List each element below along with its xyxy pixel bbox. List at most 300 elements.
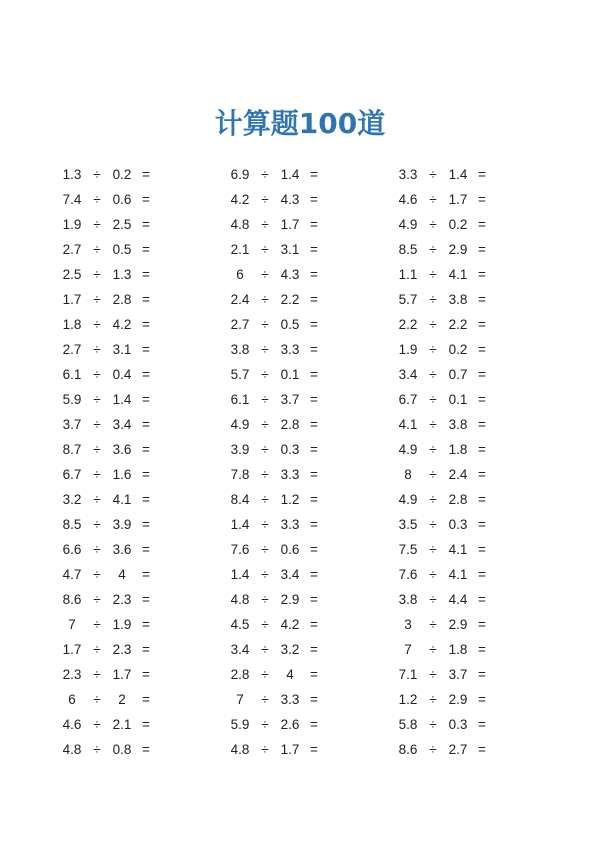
dividend: 2.3	[62, 667, 82, 682]
division-sign: ÷	[261, 692, 269, 707]
equals-sign: =	[310, 217, 318, 232]
divisor: 0.8	[112, 742, 132, 757]
equals-sign: =	[142, 392, 150, 407]
equals-sign: =	[142, 567, 150, 582]
equals-sign: =	[310, 367, 318, 382]
dividend: 1.7	[62, 292, 82, 307]
dividend: 5.8	[398, 717, 418, 732]
equals-sign: =	[142, 342, 150, 357]
divisor: 0.5	[280, 317, 300, 332]
division-sign: ÷	[261, 617, 269, 632]
divisor: 0.7	[448, 367, 468, 382]
division-sign: ÷	[429, 592, 437, 607]
divisor: 0.2	[448, 342, 468, 357]
dividend: 8.7	[62, 442, 82, 457]
dividend: 2.7	[62, 342, 82, 357]
equals-sign: =	[310, 592, 318, 607]
problem-row	[56, 737, 186, 762]
division-sign: ÷	[429, 692, 437, 707]
division-sign: ÷	[429, 192, 437, 207]
dividend: 8.5	[398, 242, 418, 257]
equals-sign: =	[478, 492, 486, 507]
divisor: 0.2	[112, 167, 132, 182]
problem-row	[224, 162, 354, 187]
dividend: 1.7	[62, 642, 82, 657]
dividend: 7.6	[230, 542, 250, 557]
divisor: 2.8	[448, 492, 468, 507]
divisor: 2.7	[448, 742, 468, 757]
equals-sign: =	[310, 167, 318, 182]
equals-sign: =	[478, 467, 486, 482]
divisor: 4.4	[448, 592, 468, 607]
division-sign: ÷	[93, 317, 101, 332]
problem-column-1	[56, 162, 186, 762]
problem-row	[392, 287, 522, 312]
equals-sign: =	[142, 292, 150, 307]
equals-sign: =	[142, 617, 150, 632]
dividend: 8.6	[398, 742, 418, 757]
division-sign: ÷	[261, 292, 269, 307]
division-sign: ÷	[429, 267, 437, 282]
problem-row	[224, 362, 354, 387]
equals-sign: =	[310, 492, 318, 507]
division-sign: ÷	[429, 342, 437, 357]
divisor: 2	[118, 692, 126, 707]
dividend: 4.6	[398, 192, 418, 207]
equals-sign: =	[478, 567, 486, 582]
divisor: 1.4	[112, 392, 132, 407]
dividend: 4.7	[62, 567, 82, 582]
divisor: 0.2	[448, 217, 468, 232]
equals-sign: =	[310, 717, 318, 732]
dividend: 7.8	[230, 467, 250, 482]
division-sign: ÷	[93, 217, 101, 232]
divisor: 1.4	[280, 167, 300, 182]
problem-row	[224, 737, 354, 762]
divisor: 3.6	[112, 542, 132, 557]
problem-row	[392, 212, 522, 237]
division-sign: ÷	[93, 692, 101, 707]
problem-row	[56, 562, 186, 587]
problem-row	[224, 237, 354, 262]
division-sign: ÷	[93, 592, 101, 607]
dividend: 8.5	[62, 517, 82, 532]
equals-sign: =	[478, 417, 486, 432]
problem-row	[56, 437, 186, 462]
problem-row	[392, 612, 522, 637]
division-sign: ÷	[429, 367, 437, 382]
dividend: 6.1	[62, 367, 82, 382]
dividend: 4.6	[62, 717, 82, 732]
problem-row	[392, 487, 522, 512]
dividend: 2.5	[62, 267, 82, 282]
problem-row	[56, 512, 186, 537]
equals-sign: =	[310, 667, 318, 682]
dividend: 1.9	[62, 217, 82, 232]
division-sign: ÷	[93, 392, 101, 407]
division-sign: ÷	[429, 717, 437, 732]
divisor: 1.7	[280, 742, 300, 757]
problem-row	[224, 637, 354, 662]
problem-row	[392, 587, 522, 612]
divisor: 1.2	[280, 492, 300, 507]
equals-sign: =	[478, 317, 486, 332]
problem-row	[224, 462, 354, 487]
problem-row	[224, 487, 354, 512]
divisor: 0.1	[448, 392, 468, 407]
dividend: 1.1	[398, 267, 418, 282]
division-sign: ÷	[93, 242, 101, 257]
problem-row	[56, 187, 186, 212]
equals-sign: =	[310, 317, 318, 332]
equals-sign: =	[478, 617, 486, 632]
equals-sign: =	[478, 667, 486, 682]
divisor: 4.1	[448, 267, 468, 282]
divisor: 3.3	[280, 692, 300, 707]
problem-row	[224, 687, 354, 712]
divisor: 0.6	[112, 192, 132, 207]
equals-sign: =	[142, 317, 150, 332]
dividend: 7.4	[62, 192, 82, 207]
division-sign: ÷	[261, 367, 269, 382]
problem-row	[392, 637, 522, 662]
division-sign: ÷	[261, 442, 269, 457]
equals-sign: =	[142, 217, 150, 232]
problem-row	[56, 687, 186, 712]
problem-row	[56, 237, 186, 262]
division-sign: ÷	[261, 467, 269, 482]
division-sign: ÷	[93, 417, 101, 432]
problem-row	[56, 212, 186, 237]
divisor: 4.3	[280, 192, 300, 207]
division-sign: ÷	[429, 167, 437, 182]
equals-sign: =	[310, 242, 318, 257]
dividend: 6.9	[230, 167, 250, 182]
equals-sign: =	[310, 292, 318, 307]
problem-row	[56, 612, 186, 637]
problem-row	[224, 387, 354, 412]
equals-sign: =	[142, 692, 150, 707]
division-sign: ÷	[429, 642, 437, 657]
divisor: 1.4	[448, 167, 468, 182]
dividend: 5.9	[230, 717, 250, 732]
divisor: 1.9	[112, 617, 132, 632]
divisor: 2.8	[112, 292, 132, 307]
dividend: 3	[404, 617, 412, 632]
divisor: 3.7	[280, 392, 300, 407]
division-sign: ÷	[93, 492, 101, 507]
dividend: 7.6	[398, 567, 418, 582]
divisor: 2.2	[448, 317, 468, 332]
divisor: 4.1	[448, 567, 468, 582]
dividend: 8.6	[62, 592, 82, 607]
division-sign: ÷	[261, 317, 269, 332]
dividend: 2.7	[62, 242, 82, 257]
divisor: 0.3	[448, 517, 468, 532]
divisor: 2.3	[112, 642, 132, 657]
problem-row	[224, 537, 354, 562]
dividend: 5.7	[398, 292, 418, 307]
dividend: 4.8	[230, 217, 250, 232]
problem-row	[224, 662, 354, 687]
equals-sign: =	[478, 242, 486, 257]
problem-row	[224, 712, 354, 737]
equals-sign: =	[142, 442, 150, 457]
dividend: 7.5	[398, 542, 418, 557]
page-title: 计算题100道	[214, 107, 386, 140]
divisor: 1.7	[280, 217, 300, 232]
problem-row	[392, 687, 522, 712]
divisor: 2.9	[448, 242, 468, 257]
equals-sign: =	[310, 692, 318, 707]
dividend: 2.4	[230, 292, 250, 307]
problem-row	[392, 662, 522, 687]
division-sign: ÷	[93, 617, 101, 632]
divisor: 0.4	[112, 367, 132, 382]
equals-sign: =	[310, 267, 318, 282]
problem-row	[392, 337, 522, 362]
divisor: 4.2	[280, 617, 300, 632]
dividend: 3.5	[398, 517, 418, 532]
divisor: 3.7	[448, 667, 468, 682]
division-sign: ÷	[261, 192, 269, 207]
dividend: 3.8	[230, 342, 250, 357]
division-sign: ÷	[429, 742, 437, 757]
divisor: 4.3	[280, 267, 300, 282]
divisor: 3.8	[448, 417, 468, 432]
dividend: 3.3	[398, 167, 418, 182]
equals-sign: =	[478, 167, 486, 182]
problem-row	[224, 312, 354, 337]
equals-sign: =	[310, 342, 318, 357]
equals-sign: =	[142, 542, 150, 557]
problem-row	[56, 312, 186, 337]
division-sign: ÷	[93, 367, 101, 382]
equals-sign: =	[310, 417, 318, 432]
problem-row	[56, 587, 186, 612]
divisor: 1.8	[448, 642, 468, 657]
problem-row	[392, 237, 522, 262]
division-sign: ÷	[261, 717, 269, 732]
equals-sign: =	[142, 367, 150, 382]
division-sign: ÷	[261, 742, 269, 757]
division-sign: ÷	[429, 667, 437, 682]
equals-sign: =	[142, 167, 150, 182]
divisor: 3.3	[280, 467, 300, 482]
dividend: 2.7	[230, 317, 250, 332]
dividend: 4.8	[62, 742, 82, 757]
problem-row	[392, 162, 522, 187]
divisor: 2.4	[448, 467, 468, 482]
problem-row	[56, 262, 186, 287]
problem-row	[56, 662, 186, 687]
problem-row	[224, 587, 354, 612]
division-sign: ÷	[429, 292, 437, 307]
division-sign: ÷	[261, 167, 269, 182]
dividend: 3.2	[62, 492, 82, 507]
problem-row	[392, 362, 522, 387]
problem-row	[392, 512, 522, 537]
dividend: 2.8	[230, 667, 250, 682]
dividend: 6.6	[62, 542, 82, 557]
problem-row	[392, 537, 522, 562]
problem-row	[392, 312, 522, 337]
division-sign: ÷	[429, 542, 437, 557]
problem-row	[392, 412, 522, 437]
division-sign: ÷	[261, 217, 269, 232]
equals-sign: =	[310, 442, 318, 457]
dividend: 1.2	[398, 692, 418, 707]
divisor: 2.9	[448, 692, 468, 707]
division-sign: ÷	[93, 642, 101, 657]
dividend: 2.1	[230, 242, 250, 257]
division-sign: ÷	[429, 317, 437, 332]
divisor: 2.2	[280, 292, 300, 307]
equals-sign: =	[310, 517, 318, 532]
dividend: 4.9	[230, 417, 250, 432]
divisor: 0.3	[448, 717, 468, 732]
problem-row	[56, 487, 186, 512]
problem-row	[392, 262, 522, 287]
divisor: 2.9	[448, 617, 468, 632]
dividend: 4.9	[398, 492, 418, 507]
equals-sign: =	[478, 217, 486, 232]
equals-sign: =	[478, 517, 486, 532]
division-sign: ÷	[93, 267, 101, 282]
divisor: 2.3	[112, 592, 132, 607]
equals-sign: =	[142, 592, 150, 607]
divisor: 3.9	[112, 517, 132, 532]
divisor: 3.1	[112, 342, 132, 357]
dividend: 4.9	[398, 442, 418, 457]
problem-row	[224, 187, 354, 212]
equals-sign: =	[478, 267, 486, 282]
division-sign: ÷	[93, 192, 101, 207]
problem-row	[224, 212, 354, 237]
dividend: 6.7	[398, 392, 418, 407]
dividend: 1.3	[62, 167, 82, 182]
dividend: 1.4	[230, 517, 250, 532]
divisor: 3.8	[448, 292, 468, 307]
equals-sign: =	[478, 442, 486, 457]
division-sign: ÷	[93, 542, 101, 557]
divisor: 3.1	[280, 242, 300, 257]
divisor: 2.9	[280, 592, 300, 607]
problem-row	[224, 562, 354, 587]
division-sign: ÷	[93, 342, 101, 357]
division-sign: ÷	[261, 642, 269, 657]
equals-sign: =	[478, 542, 486, 557]
equals-sign: =	[310, 617, 318, 632]
equals-sign: =	[478, 342, 486, 357]
divisor: 1.7	[112, 667, 132, 682]
equals-sign: =	[142, 467, 150, 482]
division-sign: ÷	[261, 242, 269, 257]
problem-row	[392, 712, 522, 737]
equals-sign: =	[310, 567, 318, 582]
problem-row	[392, 437, 522, 462]
divisor: 1.7	[448, 192, 468, 207]
division-sign: ÷	[261, 392, 269, 407]
equals-sign: =	[310, 642, 318, 657]
divisor: 4.1	[448, 542, 468, 557]
problem-row	[392, 737, 522, 762]
dividend: 8.4	[230, 492, 250, 507]
problem-row	[392, 462, 522, 487]
problem-column-2	[224, 162, 354, 762]
division-sign: ÷	[261, 592, 269, 607]
problem-row	[56, 162, 186, 187]
problem-row	[56, 362, 186, 387]
divisor: 0.5	[112, 242, 132, 257]
problem-column-3	[392, 162, 522, 762]
problem-row	[224, 612, 354, 637]
divisor: 3.4	[112, 417, 132, 432]
dividend: 1.8	[62, 317, 82, 332]
division-sign: ÷	[93, 742, 101, 757]
dividend: 3.4	[230, 642, 250, 657]
dividend: 1.4	[230, 567, 250, 582]
division-sign: ÷	[429, 517, 437, 532]
divisor: 2.6	[280, 717, 300, 732]
problem-row	[392, 187, 522, 212]
division-sign: ÷	[429, 442, 437, 457]
dividend: 5.9	[62, 392, 82, 407]
division-sign: ÷	[261, 567, 269, 582]
equals-sign: =	[478, 642, 486, 657]
problem-row	[56, 412, 186, 437]
dividend: 7	[404, 642, 412, 657]
dividend: 3.4	[398, 367, 418, 382]
division-sign: ÷	[261, 342, 269, 357]
division-sign: ÷	[93, 517, 101, 532]
division-sign: ÷	[93, 292, 101, 307]
divisor: 2.8	[280, 417, 300, 432]
divisor: 0.3	[280, 442, 300, 457]
division-sign: ÷	[261, 517, 269, 532]
problem-row	[56, 462, 186, 487]
dividend: 7	[236, 692, 244, 707]
problem-row	[56, 387, 186, 412]
problem-row	[224, 437, 354, 462]
equals-sign: =	[142, 267, 150, 282]
problem-row	[224, 512, 354, 537]
equals-sign: =	[142, 517, 150, 532]
dividend: 2.2	[398, 317, 418, 332]
dividend: 3.9	[230, 442, 250, 457]
equals-sign: =	[478, 717, 486, 732]
problem-row	[224, 287, 354, 312]
division-sign: ÷	[93, 167, 101, 182]
division-sign: ÷	[93, 467, 101, 482]
equals-sign: =	[142, 642, 150, 657]
problem-row	[224, 337, 354, 362]
equals-sign: =	[142, 417, 150, 432]
equals-sign: =	[310, 392, 318, 407]
problem-row	[56, 637, 186, 662]
division-sign: ÷	[429, 417, 437, 432]
problem-row	[56, 287, 186, 312]
dividend: 6.7	[62, 467, 82, 482]
problem-row	[224, 412, 354, 437]
divisor: 1.8	[448, 442, 468, 457]
dividend: 6	[236, 267, 244, 282]
divisor: 3.6	[112, 442, 132, 457]
equals-sign: =	[310, 192, 318, 207]
division-sign: ÷	[261, 267, 269, 282]
division-sign: ÷	[261, 667, 269, 682]
dividend: 4.9	[398, 217, 418, 232]
